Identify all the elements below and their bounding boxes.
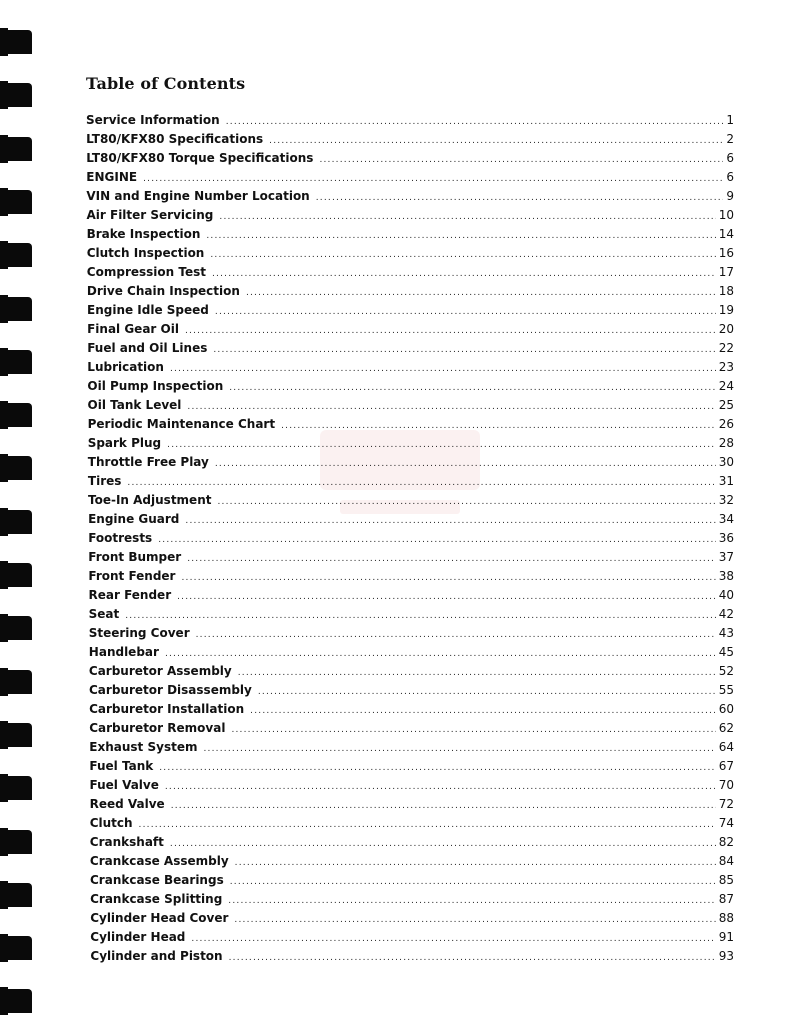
toc-entry-label: Front Fender [88, 569, 176, 583]
toc-leader-dots [170, 839, 716, 849]
toc-entry[interactable] [86, 550, 734, 569]
binding-ring [0, 774, 34, 802]
toc-leader-dots [246, 288, 716, 298]
toc-entry-label: Spark Plug [87, 436, 162, 450]
toc-entry[interactable] [86, 683, 734, 702]
toc-entry-label: Footrests [88, 531, 153, 545]
toc-entry-page: 6 [726, 151, 734, 165]
toc-entry-label: Front Bumper [88, 550, 182, 564]
toc-entry-page: 88 [718, 911, 734, 925]
toc-entry-label: Crankcase Bearings [90, 873, 224, 887]
toc-leader-dots [250, 706, 716, 716]
toc-entry[interactable] [86, 569, 734, 588]
binding-ring [0, 135, 34, 163]
toc-entry[interactable] [86, 873, 734, 892]
toc-entry-label: Throttle Free Play [87, 455, 209, 469]
toc-entry[interactable] [86, 303, 734, 322]
toc-entry[interactable] [86, 265, 734, 284]
toc-entry-page: 72 [718, 797, 734, 811]
toc-entry-page: 22 [718, 341, 734, 355]
toc-entry-label: Drive Chain Inspection [86, 284, 240, 298]
toc-entry-label: Exhaust System [89, 740, 198, 754]
toc-entry[interactable] [86, 854, 734, 873]
toc-entry-label: Crankcase Splitting [90, 892, 223, 906]
toc-entry-page: 82 [718, 835, 734, 849]
toc-entry-page: 45 [718, 645, 734, 659]
toc-entry[interactable] [86, 189, 734, 208]
toc-leader-dots [187, 402, 715, 412]
toc-entry-label: Lubrication [87, 360, 164, 374]
toc-entry-label: Clutch Inspection [86, 246, 205, 260]
toc-leader-dots [213, 345, 715, 355]
toc-entry-label: Clutch [89, 816, 133, 830]
toc-leader-dots [127, 478, 715, 488]
toc-entry-label: Crankcase Assembly [89, 854, 229, 868]
toc-entry[interactable] [86, 949, 734, 968]
binding-ring [0, 668, 34, 696]
toc-leader-dots [165, 782, 716, 792]
toc-leader-dots [185, 516, 715, 526]
binding-ring [0, 348, 34, 376]
toc-entry[interactable] [86, 607, 734, 626]
toc-entry-page: 60 [718, 702, 734, 716]
binding-ring [0, 508, 34, 536]
toc-entry-label: Final Gear Oil [87, 322, 179, 336]
toc-entry-label: Carburetor Disassembly [89, 683, 252, 697]
toc-entry[interactable] [86, 132, 734, 151]
toc-entry[interactable] [86, 626, 734, 645]
toc-entry-page: 55 [718, 683, 734, 697]
toc-leader-dots [228, 896, 715, 906]
toc-entry-page: 6 [726, 170, 734, 184]
toc-entry[interactable] [86, 227, 734, 246]
toc-leader-dots [235, 858, 716, 868]
toc-entry-label: Carburetor Installation [89, 702, 245, 716]
toc-entry[interactable] [86, 740, 734, 759]
toc-entry[interactable] [86, 759, 734, 778]
toc-entry-label: Oil Pump Inspection [87, 379, 224, 393]
toc-entry-page: 67 [718, 759, 734, 773]
toc-leader-dots [143, 174, 723, 184]
toc-entry-page: 17 [718, 265, 734, 279]
spiral-binding [0, 0, 40, 1035]
toc-leader-dots [229, 383, 715, 393]
toc-entry-label: Air Filter Servicing [86, 208, 214, 222]
binding-ring [0, 934, 34, 962]
toc-leader-dots [125, 611, 716, 621]
toc-entry-page: 23 [718, 360, 734, 374]
toc-entry-label: Engine Idle Speed [87, 303, 209, 317]
binding-ring [0, 828, 34, 856]
toc-entry-label: Cylinder and Piston [90, 949, 223, 963]
binding-ring [0, 614, 34, 642]
binding-ring [0, 401, 34, 429]
binding-ring [0, 28, 34, 56]
toc-entry[interactable] [86, 360, 734, 379]
toc-entry-label: Crankshaft [89, 835, 164, 849]
toc-entry-label: Engine Guard [88, 512, 180, 526]
toc-entry[interactable] [86, 341, 734, 360]
page-title: Table of Contents [86, 74, 246, 93]
toc-entry-page: 31 [718, 474, 734, 488]
binding-ring [0, 454, 34, 482]
toc-entry[interactable] [86, 379, 734, 398]
toc-entry-label: Handlebar [88, 645, 159, 659]
toc-leader-dots [269, 136, 723, 146]
toc-entry[interactable] [86, 930, 734, 949]
toc-entry-page: 36 [718, 531, 734, 545]
toc-leader-dots [231, 725, 715, 735]
toc-entry-page: 52 [718, 664, 734, 678]
toc-entry[interactable] [86, 835, 734, 854]
toc-entry-label: Cylinder Head Cover [90, 911, 229, 925]
toc-entry[interactable] [86, 816, 734, 835]
toc-entry-page: 87 [718, 892, 734, 906]
toc-leader-dots [238, 668, 716, 678]
toc-entry-page: 10 [718, 208, 734, 222]
toc-leader-dots [281, 421, 716, 431]
toc-entry-page: 40 [718, 588, 734, 602]
toc-entry-page: 37 [718, 550, 734, 564]
toc-entry-label: Fuel and Oil Lines [87, 341, 208, 355]
toc-leader-dots [229, 953, 716, 963]
toc-leader-dots [212, 269, 716, 279]
toc-leader-dots [217, 497, 715, 507]
toc-entry-page: 62 [718, 721, 734, 735]
toc-leader-dots [158, 535, 716, 545]
toc-entry-page: 26 [718, 417, 734, 431]
toc-entry-label: Toe-In Adjustment [88, 493, 212, 507]
toc-entry-page: 64 [718, 740, 734, 754]
toc-entry-page: 70 [718, 778, 734, 792]
toc-entry-page: 42 [718, 607, 734, 621]
toc-entry-page: 32 [718, 493, 734, 507]
toc-entry-page: 43 [718, 626, 734, 640]
toc-leader-dots [191, 934, 715, 944]
toc-entry[interactable] [86, 892, 734, 911]
toc-entry-page: 2 [726, 132, 734, 146]
toc-entry[interactable] [86, 246, 734, 265]
toc-entry-label: Service Information [86, 113, 220, 127]
toc-leader-dots [185, 326, 716, 336]
toc-leader-dots [167, 440, 716, 450]
binding-ring [0, 721, 34, 749]
toc-entry-label: Carburetor Assembly [88, 664, 232, 678]
toc-leader-dots [187, 554, 716, 564]
binding-ring [0, 241, 34, 269]
toc-leader-dots [170, 364, 716, 374]
toc-entry[interactable] [86, 911, 734, 930]
toc-entry[interactable] [86, 208, 734, 227]
toc-leader-dots [206, 231, 715, 241]
toc-entry[interactable] [86, 588, 734, 607]
toc-entry-page: 74 [718, 816, 734, 830]
toc-entry[interactable] [86, 398, 734, 417]
toc-entry-label: LT80/KFX80 Specifications [86, 132, 264, 146]
binding-ring [0, 987, 34, 1015]
toc-entry[interactable] [86, 151, 734, 170]
toc-entry[interactable] [86, 170, 734, 189]
toc-entry-label: Compression Test [86, 265, 206, 279]
toc-entry[interactable] [86, 721, 734, 740]
toc-entry-label: Tires [87, 474, 122, 488]
toc-leader-dots [215, 307, 716, 317]
toc-leader-dots [319, 155, 723, 165]
toc-leader-dots [258, 687, 716, 697]
toc-entry-label: Oil Tank Level [87, 398, 182, 412]
toc-entry-page: 24 [718, 379, 734, 393]
toc-entry[interactable] [86, 512, 734, 531]
toc-leader-dots [165, 649, 716, 659]
toc-entry[interactable] [86, 436, 734, 455]
toc-leader-dots [171, 801, 716, 811]
toc-entry-page: 91 [718, 930, 734, 944]
toc-leader-dots [203, 744, 715, 754]
toc-entry-label: Steering Cover [88, 626, 190, 640]
toc-leader-dots [234, 915, 715, 925]
toc-list [86, 113, 734, 968]
toc-entry-label: Fuel Tank [89, 759, 154, 773]
toc-entry-page: 1 [726, 113, 734, 127]
toc-entry-label: Brake Inspection [86, 227, 201, 241]
toc-entry[interactable] [86, 113, 734, 132]
binding-ring [0, 295, 34, 323]
toc-leader-dots [181, 573, 715, 583]
toc-entry[interactable] [86, 417, 734, 436]
toc-leader-dots [196, 630, 716, 640]
toc-entry-page: 84 [718, 854, 734, 868]
toc-entry-page: 28 [718, 436, 734, 450]
toc-leader-dots [226, 117, 724, 127]
toc-entry-label: Cylinder Head [90, 930, 186, 944]
toc-leader-dots [219, 212, 715, 222]
binding-ring [0, 81, 34, 109]
toc-leader-dots [210, 250, 715, 260]
toc-entry[interactable] [86, 455, 734, 474]
toc-entry-page: 16 [718, 246, 734, 260]
toc-entry[interactable] [86, 797, 734, 816]
binding-ring [0, 881, 34, 909]
toc-entry-page: 25 [718, 398, 734, 412]
toc-entry-label: Periodic Maintenance Chart [87, 417, 276, 431]
toc-leader-dots [159, 763, 715, 773]
toc-entry-page: 85 [718, 873, 734, 887]
toc-entry-label: ENGINE [86, 170, 138, 184]
toc-entry-page: 20 [718, 322, 734, 336]
toc-entry[interactable] [86, 322, 734, 341]
toc-entry-page: 18 [718, 284, 734, 298]
toc-entry-label: Rear Fender [88, 588, 172, 602]
toc-page [86, 74, 734, 968]
toc-leader-dots [177, 592, 716, 602]
toc-leader-dots [316, 193, 724, 203]
toc-entry[interactable] [86, 474, 734, 493]
toc-entry[interactable] [86, 778, 734, 797]
toc-entry-page: 9 [726, 189, 734, 203]
toc-entry-page: 14 [718, 227, 734, 241]
toc-entry[interactable] [86, 493, 734, 512]
toc-entry-label: VIN and Engine Number Location [86, 189, 310, 203]
toc-entry[interactable] [86, 531, 734, 550]
toc-entry-label: Seat [88, 607, 120, 621]
binding-ring [0, 188, 34, 216]
binding-ring [0, 561, 34, 589]
toc-entry-label: Reed Valve [89, 797, 165, 811]
toc-entry[interactable] [86, 702, 734, 721]
toc-entry[interactable] [86, 645, 734, 664]
toc-entry[interactable] [86, 284, 734, 303]
toc-entry-page: 93 [718, 949, 734, 963]
toc-entry-page: 19 [718, 303, 734, 317]
toc-leader-dots [139, 820, 716, 830]
toc-entry[interactable] [86, 664, 734, 683]
toc-entry-page: 34 [718, 512, 734, 526]
toc-entry-label: Fuel Valve [89, 778, 159, 792]
toc-leader-dots [230, 877, 716, 887]
toc-leader-dots [215, 459, 716, 469]
toc-entry-page: 38 [718, 569, 734, 583]
toc-entry-label: LT80/KFX80 Torque Specifications [86, 151, 314, 165]
toc-entry-page: 30 [718, 455, 734, 469]
toc-entry-label: Carburetor Removal [89, 721, 226, 735]
